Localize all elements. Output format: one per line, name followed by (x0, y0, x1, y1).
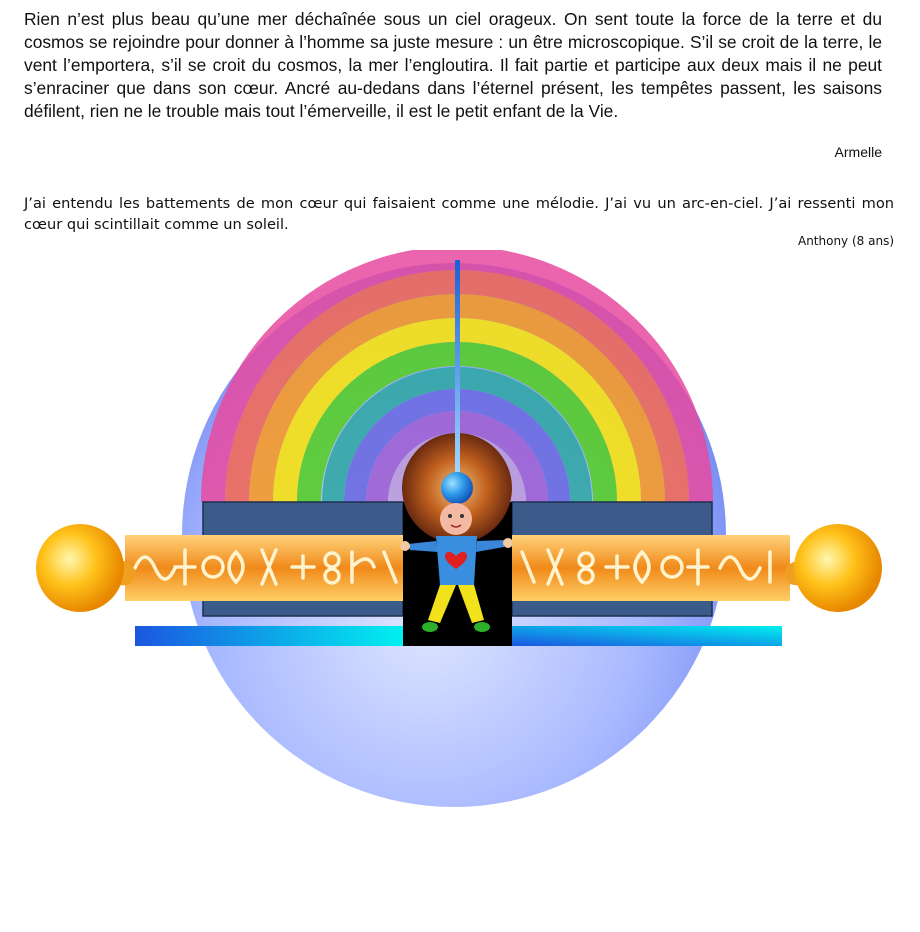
base-bar-right (512, 626, 782, 646)
ornament-band-right (512, 535, 790, 601)
base-bar-left (135, 626, 403, 646)
author-armelle: Armelle (834, 144, 882, 160)
author-anthony: Anthony (8 ans) (797, 234, 894, 248)
ornament-band-left (125, 535, 403, 601)
quote-armelle: Rien n’est plus beau qu’une mer déchaînée sous un ciel orageux. On sent toute la force de la terre et du cosmos se rejoindre pour donner à l’homme sa juste mesure : un être microscopique. S’il se croit de la terre, le vent l’emportera, s’il se croit du cosmos, la mer l’engloutira. Il fait partie et participe aux deux mais il ne peut s’enraciner que dans son cœur. Ancré au-dedans dans l’éternel présent, les tempêtes passent, les saisons défilent, rien ne le trouble mais tout l’émerveille, il est le petit enfant de la Vie. (24, 9, 882, 121)
illustration (0, 250, 920, 830)
quote-anthony: J’ai entendu les battements de mon cœur qui faisaient comme une mélodie. J’ai vu un arc-en-ciel. J’ai ressenti mon cœur qui scintillait comme un soleil. (24, 195, 894, 233)
